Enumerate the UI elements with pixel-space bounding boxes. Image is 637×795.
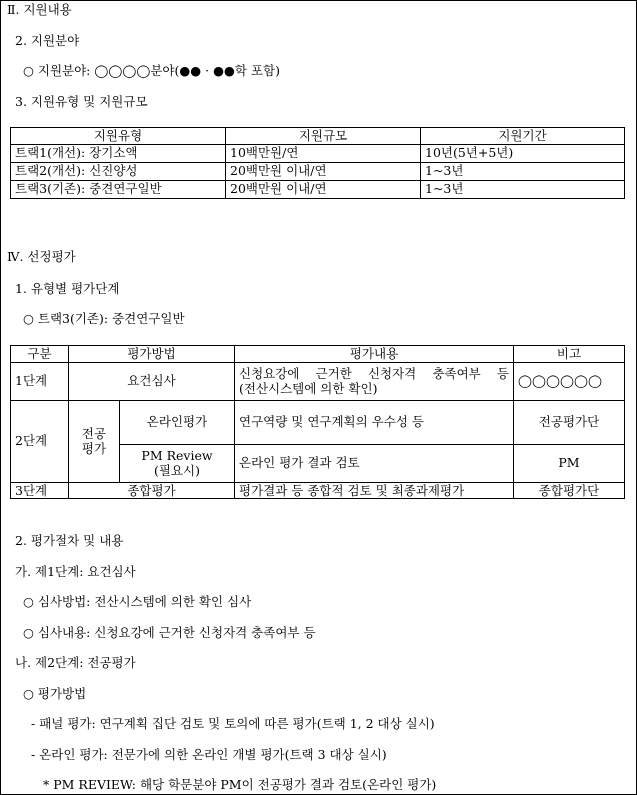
stage-label: 2단계 — [11, 400, 69, 482]
stage1-item-method: ○ 심사방법: 전산시스템에 의한 확인 심사 — [23, 594, 252, 609]
method-line: PM Review — [141, 447, 213, 463]
note-cell: ◯◯◯◯◯◯ — [514, 362, 625, 400]
header-cell: 평가내용 — [235, 346, 514, 363]
evaluation-table — [10, 345, 625, 499]
method-cell — [120, 444, 235, 482]
track-line: ○ 트랙3(기존): 중견연구일반 — [23, 311, 185, 326]
support-table — [10, 127, 625, 199]
table-cell: 트랙1(개선): 장기소액 — [11, 144, 226, 162]
section-heading-evaluation: Ⅳ. 선정평가 — [7, 249, 76, 264]
stage2-heading: 나. 제2단계: 전공평가 — [15, 655, 136, 670]
group-line: 전공 — [81, 425, 107, 441]
stage2-item-method: ○ 평가방법 — [23, 686, 87, 701]
method-line: (필요시) — [154, 463, 200, 479]
stage1-item-content: ○ 심사내용: 신청요강에 근거한 신청자격 충족여부 등 — [23, 625, 316, 640]
header-cell: 지원규모 — [226, 128, 421, 145]
header-cell: 비고 — [514, 346, 625, 363]
panel-evaluation-line: - 패널 평가: 연구계획 집단 검토 및 토의에 따른 평가(트랙 1, 2 대상 실시) — [31, 716, 435, 731]
stage1-heading: 가. 제1단계: 요건심사 — [15, 564, 136, 579]
content-cell: 연구역량 및 연구계획의 우수성 등 — [235, 400, 514, 444]
table-cell: 10년(5년+5년) — [421, 144, 625, 162]
table-cell: 트랙2(개선): 신진양성 — [11, 162, 226, 180]
subheading-evaluation-stages: 1. 유형별 평가단계 — [15, 281, 120, 296]
table-cell: 10백만원/연 — [226, 144, 421, 162]
table-row — [11, 144, 625, 162]
stage-label: 1단계 — [11, 362, 69, 400]
support-field-line: ○ 지원분야: ◯◯◯◯분야(●● · ●●학 포함) — [23, 63, 280, 78]
table-cell: 20백만원 이내/연 — [226, 162, 421, 180]
subheading-procedure: 2. 평가절차 및 내용 — [15, 533, 124, 548]
section-heading-support: Ⅱ. 지원내용 — [7, 2, 72, 17]
table-row — [11, 482, 625, 499]
online-evaluation-line: - 온라인 평가: 전문가에 의한 온라인 개별 평가(트랙 3 대상 실시) — [31, 747, 387, 762]
support-table-header — [11, 128, 625, 145]
evaluation-table-header — [11, 346, 625, 363]
note-cell: 전공평가단 — [514, 400, 625, 444]
table-cell: 1~3년 — [421, 180, 625, 198]
note-cell: 종합평가단 — [514, 482, 625, 499]
group-cell — [69, 400, 120, 482]
note-cell: PM — [514, 444, 625, 482]
method-cell: 종합평가 — [69, 482, 235, 499]
content-cell — [235, 362, 514, 400]
table-row — [11, 180, 625, 198]
stage-label: 3단계 — [11, 482, 69, 499]
content-cell: 온라인 평가 결과 검토 — [235, 444, 514, 482]
subheading-support-type: 3. 지원유형 및 지원규모 — [15, 94, 148, 109]
content-cell: 평가결과 등 종합적 검토 및 최종과제평가 — [235, 482, 514, 499]
content-line: 신청요강에 근거한 신청자격 충족여부 등 — [239, 365, 509, 381]
subheading-support-field: 2. 지원분야 — [15, 33, 80, 48]
group-line: 평가 — [81, 441, 107, 457]
table-row — [11, 362, 625, 400]
pm-review-note: * PM REVIEW: 해당 학문분야 PM이 전공평가 결과 검토(온라인 평가) — [43, 777, 437, 792]
content-line: (전산시스템에 의한 확인) — [239, 381, 378, 397]
header-cell: 구분 — [11, 346, 69, 363]
header-cell: 지원유형 — [11, 128, 226, 145]
method-cell: 요건심사 — [69, 362, 235, 400]
table-row — [11, 162, 625, 180]
table-row — [11, 400, 625, 444]
table-cell: 20백만원 이내/연 — [226, 180, 421, 198]
table-cell: 트랙3(기존): 중견연구일반 — [11, 180, 226, 198]
header-cell: 평가방법 — [69, 346, 235, 363]
header-cell: 지원기간 — [421, 128, 625, 145]
method-cell: 온라인평가 — [120, 400, 235, 444]
table-cell: 1~3년 — [421, 162, 625, 180]
